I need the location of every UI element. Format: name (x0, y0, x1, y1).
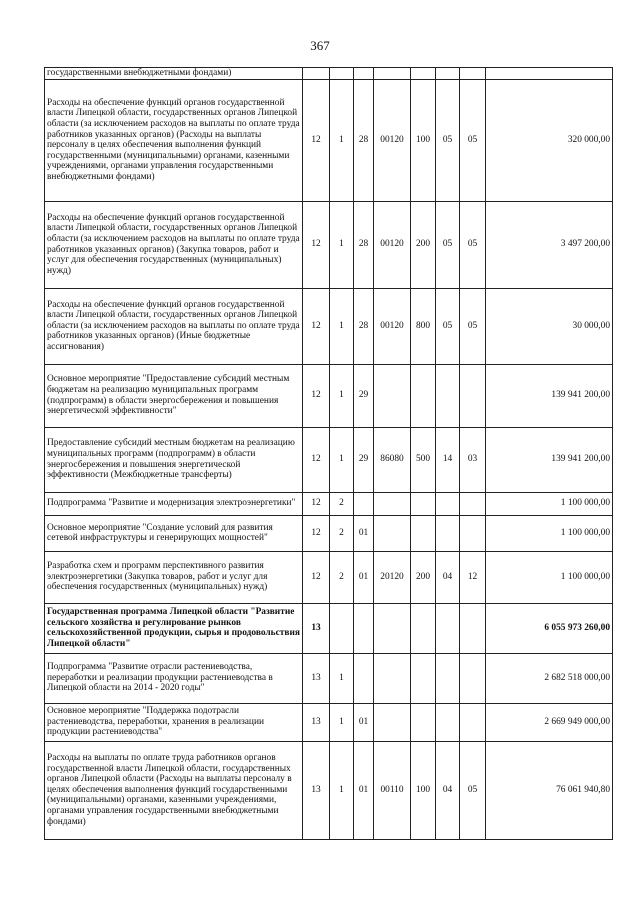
direction-code-cell: 00110 (374, 741, 411, 839)
amount-cell: 2 669 949 000,00 (486, 703, 613, 741)
direction-code-cell (374, 653, 411, 703)
section-code-cell (436, 68, 460, 80)
row-name-cell: Расходы на выплаты по оплате труда работников органов государственной власти Липецкой области, государственных органов Липецкой области (Расходы на выплаты персоналу в целях обеспечения выполнения функций государственными (муниципальными) органами, казенными учреждениями, органами управления государственными внебюджетными фондами) (45, 741, 303, 839)
expense-type-cell (411, 364, 436, 427)
activity-code-cell: 01 (354, 515, 374, 551)
direction-code-cell: 86080 (374, 427, 411, 492)
table-row (45, 603, 613, 653)
program-code-cell: 12 (303, 288, 330, 364)
section-code-cell: 04 (436, 741, 460, 839)
activity-code-cell: 29 (354, 364, 374, 427)
expense-type-cell (411, 492, 436, 515)
table-row (45, 653, 613, 703)
program-code-cell: 12 (303, 492, 330, 515)
direction-code-cell: 00120 (374, 201, 411, 288)
row-name-cell: Основное мероприятие "Создание условий для развития сетевой инфраструктуры и генерирующих мощностей" (45, 515, 303, 551)
row-name-cell: Предоставление субсидий местным бюджетам на реализацию муниципальных программ (подпрограмм) в области энергосбережения и повышения энергетической эффективности (Межбюджетные трансферты) (45, 427, 303, 492)
amount-cell: 76 061 940,80 (486, 741, 613, 839)
direction-code-cell (374, 603, 411, 653)
direction-code-cell (374, 515, 411, 551)
section-code-cell (436, 653, 460, 703)
amount-cell: 1 100 000,00 (486, 515, 613, 551)
expense-type-cell (411, 703, 436, 741)
expense-type-cell: 100 (411, 741, 436, 839)
section-code-cell: 14 (436, 427, 460, 492)
amount-cell: 1 100 000,00 (486, 492, 613, 515)
section-code-cell: 05 (436, 288, 460, 364)
subsection-code-cell (460, 653, 486, 703)
table-row (45, 79, 613, 201)
program-code-cell: 12 (303, 364, 330, 427)
program-code-cell (303, 68, 330, 80)
subprogram-code-cell: 2 (330, 492, 354, 515)
subsection-code-cell (460, 603, 486, 653)
subsection-code-cell (460, 515, 486, 551)
activity-code-cell: 28 (354, 201, 374, 288)
activity-code-cell (354, 653, 374, 703)
activity-code-cell: 01 (354, 741, 374, 839)
table-row (45, 201, 613, 288)
subprogram-code-cell: 1 (330, 703, 354, 741)
subprogram-code-cell: 1 (330, 653, 354, 703)
table-row (45, 364, 613, 427)
program-code-cell: 13 (303, 741, 330, 839)
subsection-code-cell (460, 492, 486, 515)
activity-code-cell: 28 (354, 288, 374, 364)
amount-cell (486, 68, 613, 80)
row-name-cell: Расходы на обеспечение функций органов государственной власти Липецкой области, государственных органов Липецкой области (за исключением расходов на выплаты по оплате труда работников указанных органов) (Закупка товаров, работ и услуг для обеспечения государственных (муниципальных) нужд) (45, 201, 303, 288)
direction-code-cell: 00120 (374, 288, 411, 364)
row-name-cell: Подпрограмма "Развитие и модернизация электроэнергетики" (45, 492, 303, 515)
section-code-cell (436, 703, 460, 741)
amount-cell: 139 941 200,00 (486, 427, 613, 492)
row-name-cell: Расходы на обеспечение функций органов государственной власти Липецкой области, государственных органов Липецкой области (за исключением расходов на выплаты по оплате труда работников указанных органов) (Расходы на выплаты персоналу в целях обеспечения выполнения функций государственными (муниципальными) органами, казенными учреждениями, органами управления государственными внебюджетными фондами) (45, 79, 303, 201)
activity-code-cell: 28 (354, 79, 374, 201)
section-code-cell: 05 (436, 201, 460, 288)
subsection-code-cell: 05 (460, 201, 486, 288)
expense-type-cell: 500 (411, 427, 436, 492)
row-name-cell: Расходы на обеспечение функций органов государственной власти Липецкой области, государственных органов Липецкой области (за исключением расходов на выплаты по оплате труда работников указанных органов) (Иные бюджетные ассигнования) (45, 288, 303, 364)
subprogram-code-cell: 2 (330, 515, 354, 551)
section-code-cell (436, 515, 460, 551)
program-code-cell: 13 (303, 603, 330, 653)
row-name-cell: государственными внебюджетными фондами) (45, 68, 303, 80)
subsection-code-cell (460, 703, 486, 741)
direction-code-cell (374, 703, 411, 741)
table-row (45, 288, 613, 364)
table-row (45, 427, 613, 492)
expense-type-cell (411, 68, 436, 80)
subprogram-code-cell: 2 (330, 551, 354, 603)
section-code-cell (436, 603, 460, 653)
section-code-cell (436, 492, 460, 515)
amount-cell: 320 000,00 (486, 79, 613, 201)
page-number: 367 (310, 38, 330, 53)
subprogram-code-cell: 1 (330, 741, 354, 839)
program-code-cell: 13 (303, 703, 330, 741)
expense-type-cell (411, 653, 436, 703)
table-row (45, 68, 613, 80)
row-name-cell: Государственная программа Липецкой области "Развитие сельского хозяйства и регулирование рынков сельскохозяйственной продукции, сырья и продовольствия Липецкой области" (45, 603, 303, 653)
amount-cell: 30 000,00 (486, 288, 613, 364)
subprogram-code-cell: 1 (330, 364, 354, 427)
subsection-code-cell: 03 (460, 427, 486, 492)
subsection-code-cell: 12 (460, 551, 486, 603)
table-row (45, 515, 613, 551)
expense-type-cell: 100 (411, 79, 436, 201)
program-code-cell: 13 (303, 653, 330, 703)
budget-table (44, 67, 613, 840)
table-row (45, 551, 613, 603)
subsection-code-cell (460, 68, 486, 80)
amount-cell: 2 682 518 000,00 (486, 653, 613, 703)
subprogram-code-cell: 1 (330, 79, 354, 201)
amount-cell: 6 055 973 260,00 (486, 603, 613, 653)
subsection-code-cell: 05 (460, 79, 486, 201)
program-code-cell: 12 (303, 515, 330, 551)
activity-code-cell (354, 603, 374, 653)
expense-type-cell: 200 (411, 551, 436, 603)
activity-code-cell: 29 (354, 427, 374, 492)
subsection-code-cell: 05 (460, 288, 486, 364)
row-name-cell: Подпрограмма "Развитие отрасли растениеводства, переработки и реализации продукции растениеводства в Липецкой области на 2014 - 2020 годы" (45, 653, 303, 703)
activity-code-cell: 01 (354, 703, 374, 741)
activity-code-cell (354, 68, 374, 80)
subprogram-code-cell (330, 68, 354, 80)
subsection-code-cell: 05 (460, 741, 486, 839)
subsection-code-cell (460, 364, 486, 427)
row-name-cell: Разработка схем и программ перспективного развития электроэнергетики (Закупка товаров, работ и услуг для обеспечения государственных (муниципальных) нужд) (45, 551, 303, 603)
table-row (45, 741, 613, 839)
section-code-cell (436, 364, 460, 427)
subprogram-code-cell: 1 (330, 288, 354, 364)
direction-code-cell: 00120 (374, 79, 411, 201)
amount-cell: 139 941 200,00 (486, 364, 613, 427)
budget-table-body (45, 68, 613, 840)
direction-code-cell: 20120 (374, 551, 411, 603)
activity-code-cell (354, 492, 374, 515)
direction-code-cell (374, 364, 411, 427)
table-row (45, 703, 613, 741)
section-code-cell: 05 (436, 79, 460, 201)
program-code-cell: 12 (303, 427, 330, 492)
program-code-cell: 12 (303, 201, 330, 288)
expense-type-cell (411, 603, 436, 653)
section-code-cell: 04 (436, 551, 460, 603)
expense-type-cell: 800 (411, 288, 436, 364)
row-name-cell: Основное мероприятие "Поддержка подотрасли растениеводства, переработки, хранения в реализации продукции растениеводства" (45, 703, 303, 741)
subprogram-code-cell: 1 (330, 427, 354, 492)
direction-code-cell (374, 492, 411, 515)
program-code-cell: 12 (303, 79, 330, 201)
direction-code-cell (374, 68, 411, 80)
subprogram-code-cell: 1 (330, 201, 354, 288)
row-name-cell: Основное мероприятие "Предоставление субсидий местным бюджетам на реализацию муниципальных программ (подпрограмм) в области энергосбережения и повышения энергетической эффективности" (45, 364, 303, 427)
program-code-cell: 12 (303, 551, 330, 603)
activity-code-cell: 01 (354, 551, 374, 603)
amount-cell: 3 497 200,00 (486, 201, 613, 288)
table-row (45, 492, 613, 515)
amount-cell: 1 100 000,00 (486, 551, 613, 603)
subprogram-code-cell (330, 603, 354, 653)
expense-type-cell: 200 (411, 201, 436, 288)
expense-type-cell (411, 515, 436, 551)
